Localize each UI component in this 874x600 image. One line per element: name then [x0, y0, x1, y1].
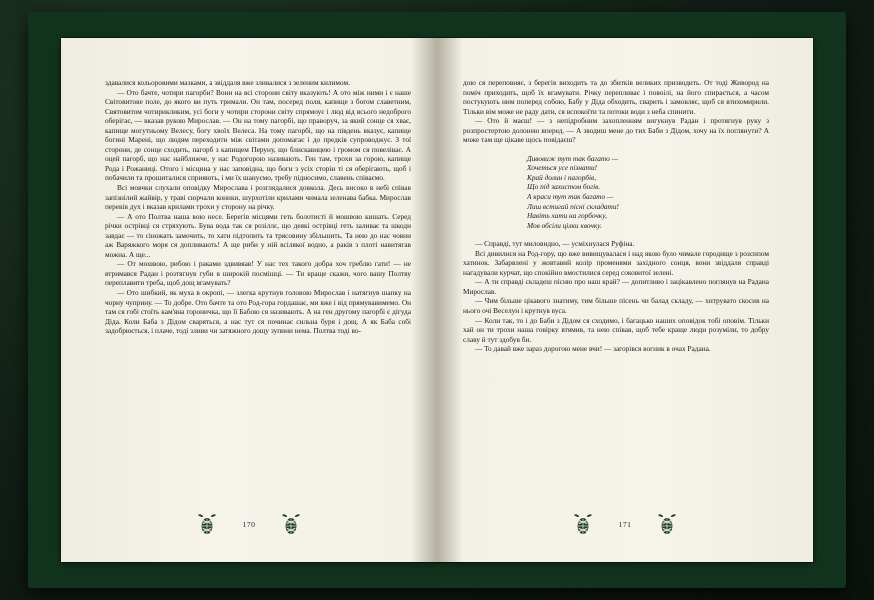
verse-line: Що під захистом богів. — [527, 182, 601, 192]
verse-line: А краси тут так багато — — [527, 192, 614, 202]
left-page-text — [105, 78, 411, 336]
paragraph: здавалися кольоровими мазками, а звіддаля вже зливалися з зеленим килимом. — [105, 78, 350, 87]
right-page — [437, 38, 813, 562]
left-page — [61, 38, 437, 562]
pinecone-ornament-icon — [657, 512, 677, 536]
verse-line: Дивовиж тут так багато — — [527, 153, 619, 163]
paragraph: — Чим більше цікавого знатиму, тим більше пісень чи балад складу, — хитрувато скосив на нього очі Веселун і крутнув вуса. — [463, 296, 769, 316]
verse-line: Лиш встигай пісні складати! — [527, 201, 619, 211]
paragraph: — А ото Полтва наша вою несе. Берегів місцями геть болотисті й мошвою кишать. Серед річки острівці ся стряхують. Бува вода так ся розіллє, що деякі острівці геть заливає та шкоди завдає — то сіножать замочить, то хати підтопить та трясовину збільшить. Та нею до нас човни аж Варяжкого моря ся допливають! А ще риби у ній всілякої водно, а раків з плоті навитягав можна. А ще... — [105, 211, 411, 259]
left-page-footer — [61, 512, 437, 536]
verse-line: Край долин і пагорбів, — [527, 172, 597, 182]
paragraph: — Ото бачте, чотири пагорби? Вони на всі сторони світу вказують! А ото між ними і є наше Світовитове поле, до якого ви путь тримали. Он там, посеред поля, капище з богом славетним, Святовитом чотирикликим, усі боги у чотири сторони світу спрямоує і люд від всього недоброго оберігає, — вказав рукою Мирослав. — Он на тому пагорбі, що праворуч, за який сонце ся хває, капище могутньому Велесу, богу хвоїх Велеса. На тому пагорбі, що на південь вказує, капище богині Марені, що людям переходити між світами допомагає і до предків супроводжує. З тої сторони, де сонце сходить, пагорб з капищем Перуну, що блискавицею і громом ся повеліває. А оцей пагорб, що нас найближче, у нас Родогорою називають. Ген там, трохи за горою, капище Рода і Рожаниці. Отого і місцина у нас заповідна, що боги з усіх сторін ті ся оберігають, щоб і побачили та прошиталися сприяють, і ми їх шануємо, требу підносимо, славень співаємо. — [105, 87, 411, 183]
paragraph: — Коли так, то і до Баби з Дідом ся сходимо, і багацько наших оповідок тобі оповім. Тільки хай он ти трохи наша говірку втямив, та нею співав, щоб тебе краще люди розуміли, то добру славу й тут здобув би. — [463, 315, 769, 344]
gutter-shadow-left — [411, 38, 437, 562]
paragraph: Всі дивилися на Род-гору, що вже вивищувалася і над якою було чимале городище з розсипом хатинок. Забарвлені у жовтавий колір променями західного сонця, вони звіддаля справді нагадували курчат, що спокійно вмостилися серед соковитої зелені. — [463, 248, 769, 277]
gutter-shadow-right — [437, 38, 463, 562]
paragraph: — То давай вже зараз дорогою мене вчи! — загорівся вогник в очах Радана. — [475, 344, 711, 354]
paragraph: дою ся переповняє, з берегів виходить та до збитків великих призводить. От тоді Живород на поміч приходить, щоб їх вгамувати. Річку перепливає і повоілі, на його спирається, а часом постукують ним поперед собою, Бабу у Діда обходить, сварить і замовляє, щоб ся втихомирили. Тільки вім може не раду дати, ся вспокоїти та потоки води з неба спинити. — [463, 78, 769, 116]
verse-line: Хочеться усе пізнати! — [527, 163, 598, 173]
pinecone-ornament-icon — [197, 512, 217, 536]
verse-line: Мов обсіли цілки квочку. — [527, 220, 602, 230]
page-spread — [61, 38, 813, 562]
paragraph: — А ти справді складеш пісню про наш край? — допитливо і зацікавлено поглянув на Радана Мирослав. — [463, 277, 769, 296]
pinecone-ornament-icon — [281, 512, 301, 536]
open-book — [28, 12, 846, 588]
verse-line: Навіть хати на горбочку, — [527, 211, 607, 221]
paragraph: — Справді, тут миловидно, — усміхнулася Руфіна. — [475, 239, 635, 249]
page-number: 171 — [618, 519, 632, 529]
right-page-footer — [437, 512, 813, 536]
paragraph: — Ото шибкий, як муха в окропі, — злегка крутнув головою Мирослав і натягнув шапку на чорну чуприну. — То добре. Ото бачте та ото Род-гора гордашає, ми вже і від прямувавимемо. Он там ся гобі стоїть кам'яна гороничка, що її Бабою ся називають. А на ген другому пагорбі є дігуда Діда. Коли Баба з Дідом сваряться, а нас тут ся починає сильна буря і дощ. А як Баба собі задобрюється, і плаче, тоді зливи чи затяжного дощу зупини нема. Полтва тоді во- — [105, 288, 411, 336]
paragraph: — От мошвою, рибою і раками здвивяав! У нас тех такого добра хоч греблю гати! — не втримався Радан і розтягнув губи в широкій посмішці. — Ти краще скажи, чого вашу Полтву переплавити треба, щоб дощ вгамувать? — [105, 259, 411, 288]
paragraph: Всі мовчки слухали оповідку Мирослава і розглядалися довкола. Десь високо в небі співав запізнілий жайвір, у траві сюрчали коники, шурхотіли крилами чимала зеленава бабка. Мирослав перевів дух і вказав крилами трохи у сторону на річку. — [105, 183, 411, 212]
verse-block — [463, 154, 769, 230]
page-number: 170 — [242, 519, 256, 529]
paragraph: — Ото й маєш! — з непідробним захопленням вигукнув Радан і протягнув руку з розпростертою долонею вперед. — А зводиш мене до тих Баби з Дідом, хочу на їх поглянути? А може там ще цікаве щось повідаєш? — [463, 116, 769, 145]
right-page-text — [463, 78, 769, 354]
pinecone-ornament-icon — [573, 512, 593, 536]
